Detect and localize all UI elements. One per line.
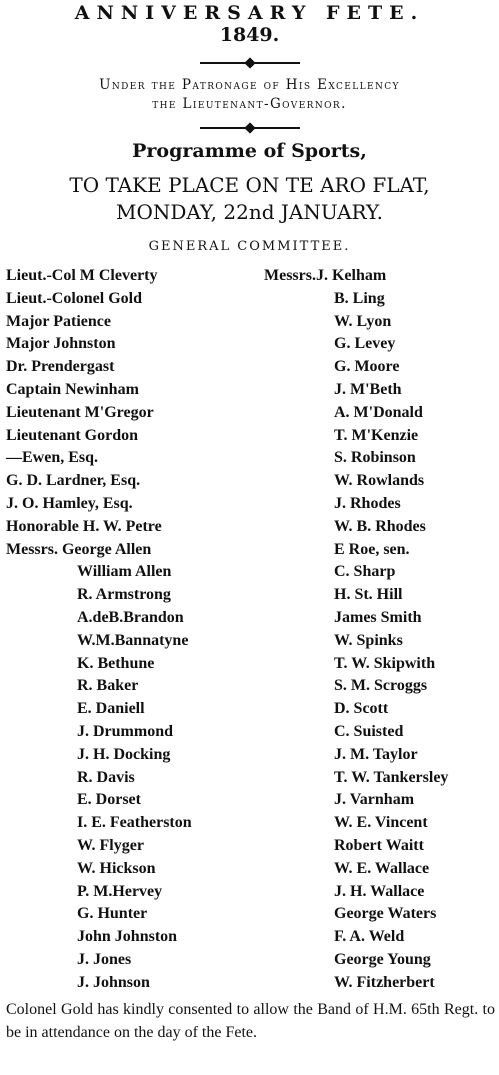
committee-member: J. Varnham [334,791,415,809]
committee-member: G. D. Lardner, Esq. [6,472,141,490]
committee-member: Messrs. George Allen [6,540,152,558]
committee-member: Lieut.-Col M Cleverty [6,267,158,284]
diamond-ornament [244,57,255,68]
document-year: 1849. [219,24,280,46]
committee-member: E Roe, sen. [334,540,410,558]
committee-member: Lieutenant M'Gregor [6,403,154,421]
ornamental-divider-bottom [200,127,300,129]
committee-member: J. Jones [77,950,132,968]
committee-member: W. E. Vincent [334,814,428,832]
committee-member: Dr. Prendergast [6,358,115,376]
committee-member: Captain Newinham [6,380,139,398]
committee-member: I. E. Featherston [77,814,192,832]
committee-member: G. Levey [334,335,396,353]
committee-member: John Johnston [77,928,178,946]
committee-member: E. Dorset [77,791,141,809]
patronage-line-2: the Lieutenant-Governor. [152,96,347,112]
committee-member: W. Spinks [334,631,403,649]
patronage-line-1: Under the Patronage of His Excellency [99,77,400,93]
programme-heading: Programme of Sports, [132,140,367,162]
committee-member: William Allen [77,563,172,581]
committee-member: C. Suisted [334,722,404,740]
committee-member: S. M. Scroggs [334,677,428,695]
document-title: ANNIVERSARY FETE. [74,2,425,24]
committee-member: Messrs.J. Kelham [264,267,387,284]
committee-member: P. M.Hervey [77,882,163,900]
committee-member: J. M'Beth [334,380,402,398]
committee-member: A. M'Donald [334,403,423,421]
committee-member: W.M.Bannatyne [77,631,189,649]
committee-member: George Waters [334,905,437,923]
committee-member: B. Ling [334,289,385,307]
committee-member: J. H. Wallace [334,882,425,900]
committee-member: W. E. Wallace [334,859,430,877]
committee-member: D. Scott [334,700,389,718]
committee-member: T. M'Kenzie [334,426,419,444]
committee-member: W. Rowlands [334,472,425,490]
committee-member: Major Patience [6,312,111,330]
committee-member: R. Davis [77,768,135,786]
committee-member: A.deB.Brandon [77,608,184,626]
committee-member: Major Johnston [6,335,116,353]
committee-member: George Young [334,950,431,968]
committee-heading: GENERAL COMMITTEE. [148,239,351,254]
committee-member: W. Lyon [334,312,392,330]
committee-list-left [6,265,192,995]
committee-member: K. Bethune [77,654,155,672]
committee-member: Robert Waitt [334,836,424,854]
event-date: MONDAY, 22nd JANUARY. [116,200,383,224]
patronage-text [0,76,499,114]
committee-member: J. M. Taylor [334,745,418,763]
committee-member: W. Fitzherbert [334,973,435,991]
committee-member: F. A. Weld [334,928,405,946]
committee-member: G. Moore [334,358,400,376]
committee-member: James Smith [334,608,422,626]
committee-member: —Ewen, Esq. [6,449,99,467]
committee-member: R. Baker [77,677,139,695]
committee-member: G. Hunter [77,905,148,923]
committee-member: W. Flyger [77,836,144,854]
committee-member: Lieutenant Gordon [6,426,139,444]
committee-member: W. B. Rhodes [334,517,426,535]
committee-member: J. Johnson [77,973,150,991]
committee-member: T. W. Skipwith [334,654,436,672]
committee-member: E. Daniell [77,700,145,718]
ornamental-divider-top [200,62,300,64]
committee-member: T. W. Tankersley [334,768,449,786]
committee-member: J. H. Docking [77,745,171,763]
band-notice: Colonel Gold has kindly consented to allow the Band of H.M. 65th Regt. to be in attendance on the day of the Fete. [6,1001,495,1041]
committee-member: W. Hickson [77,859,156,877]
committee-member: J. O. Hamley, Esq. [6,494,133,512]
event-location: TO TAKE PLACE ON TE ARO FLAT, [69,173,430,197]
committee-list-right [264,265,448,995]
committee-member: J. Rhodes [334,494,401,512]
committee-member: J. Drummond [77,722,174,740]
committee-member: R. Armstrong [77,586,171,604]
committee-member: C. Sharp [334,563,396,581]
committee-member: Honorable H. W. Petre [6,517,162,535]
committee-member: Lieut.-Colonel Gold [6,289,143,307]
committee-member: S. Robinson [334,449,416,467]
committee-member: H. St. Hill [334,586,403,604]
diamond-ornament [244,122,255,133]
